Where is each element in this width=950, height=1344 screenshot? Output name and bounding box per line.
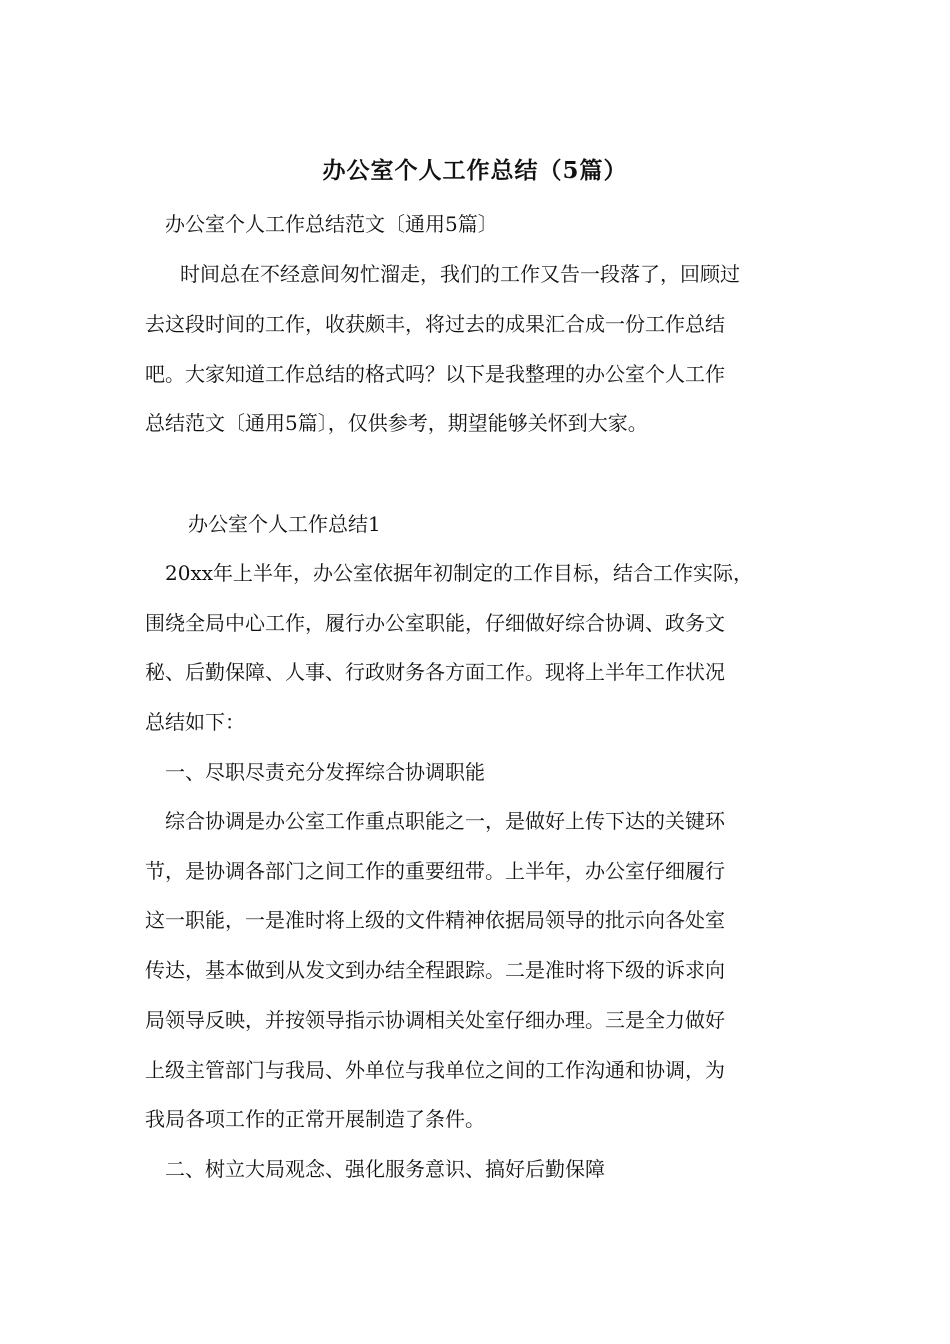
paragraph-line: 综合协调是办公室工作重点职能之一，是做好上传下达的关键环 — [165, 809, 725, 833]
intro-line: 吧。大家知道工作总结的格式吗？以下是我整理的办公室个人工作 — [145, 362, 725, 386]
document-title: 办公室个人工作总结（5篇） — [322, 157, 628, 184]
intro-line: 总结范文〔通用5篇〕，仅供参考，期望能够关怀到大家。 — [145, 411, 648, 435]
paragraph-line: 总结如下： — [145, 710, 245, 734]
paragraph-line: 传达，基本做到从发文到办结全程跟踪。二是准时将下级的诉求向 — [145, 958, 725, 982]
paragraph-line: 围绕全局中心工作，履行办公室职能，仔细做好综合协调、政务文 — [145, 611, 725, 635]
paragraph-line: 秘、后勤保障、人事、行政财务各方面工作。现将上半年工作状况 — [145, 660, 725, 684]
subheading-1: 一、尽职尽责充分发挥综合协调职能 — [165, 760, 485, 784]
intro-line: 去这段时间的工作，收获颇丰，将过去的成果汇合成一份工作总结 — [145, 312, 725, 336]
document-subtitle: 办公室个人工作总结范文〔通用5篇〕 — [165, 212, 498, 236]
paragraph-line: 局领导反映，并按领导指示协调相关处室仔细办理。三是全力做好 — [145, 1008, 725, 1032]
paragraph-line: 上级主管部门与我局、外单位与我单位之间的工作沟通和协调，为 — [145, 1058, 725, 1082]
paragraph-line: 这一职能，一是准时将上级的文件精神依据局领导的批示向各处室 — [145, 908, 725, 932]
paragraph-line: 20xx年上半年，办公室依据年初制定的工作目标，结合工作实际， — [165, 561, 754, 585]
subheading-2: 二、树立大局观念、强化服务意识、搞好后勤保障 — [165, 1157, 605, 1181]
paragraph-line: 我局各项工作的正常开展制造了条件。 — [145, 1107, 485, 1131]
section-heading: 办公室个人工作总结1 — [188, 512, 381, 536]
intro-line: 时间总在不经意间匆忙溜走，我们的工作又告一段落了，回顾过 — [180, 262, 740, 286]
paragraph-line: 节，是协调各部门之间工作的重要纽带。上半年，办公室仔细履行 — [145, 859, 725, 883]
